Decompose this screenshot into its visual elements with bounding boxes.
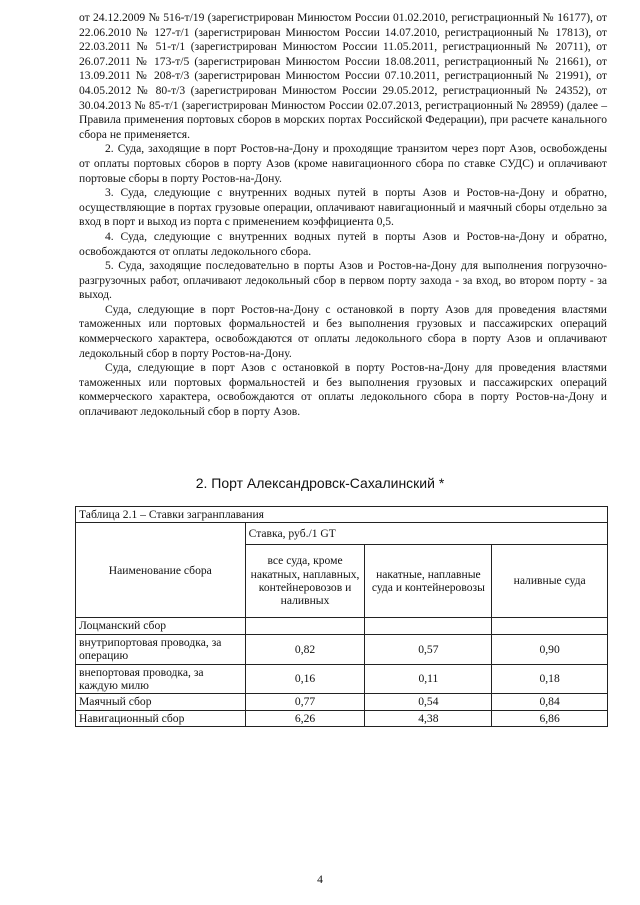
paragraph-item-2: 2. Суда, заходящие в порт Ростов-на-Дону и проходящие транзитом через порт Азов, освобождены от оплаты портовых сборов в порту Азов (кроме навигационного сбора по ставке СУДС) и оплачивают портовые сборы в порту Ростов-на-Дону.	[79, 142, 607, 185]
row-value: 0,84	[492, 694, 608, 710]
row-value: 0,18	[492, 664, 608, 694]
body-text	[79, 11, 607, 420]
row-name: Лоцманский сбор	[76, 618, 246, 634]
table-row	[76, 710, 608, 726]
table-caption: Таблица 2.1 – Ставки загранплавания	[76, 507, 608, 523]
row-name: внутрипортовая проводка, за операцию	[76, 634, 246, 664]
row-name: Маячный сбор	[76, 694, 246, 710]
row-value: 0,16	[245, 664, 365, 694]
table-row	[76, 694, 608, 710]
paragraph-azov-stop: Суда, следующие в порт Азов с остановкой в порту Ростов-на-Дону для проведения властями таможенных или портовых формальностей и без выполнения грузовых и пассажирских операций коммерческого характера, освобождаются от оплаты ледокольного сбора в порту Ростов-на-Дону и оплачивают ледокольный сбор в порту Азов.	[79, 361, 607, 419]
table-row	[76, 618, 608, 634]
paragraph-item-5: 5. Суда, заходящие последовательно в порты Азов и Ростов-на-Дону для выполнения погрузочно-разгрузочных работ, оплачивают ледокольный сбор в первом порту захода - за вход, во втором порту - за выход.	[79, 259, 607, 302]
paragraph-rostov-stop: Суда, следующие в порт Ростов-на-Дону с остановкой в порту Азов для проведения властями таможенных или портовых формальностей и без выполнения грузовых и пассажирских операций коммерческого характера, освобождаются от оплаты ледокольного сбора в порту Азов и оплачивают ледокольный сбор в порту Ростов-на-Дону.	[79, 302, 607, 360]
rate-header: Ставка, руб./1 GT	[245, 523, 607, 544]
paragraph-continuation: от 24.12.2009 № 516-т/19 (зарегистрирован Минюстом России 01.02.2010, регистрационный № 16177), от 22.06.2010 № 127-т/1 (зарегистрирован Минюстом России 14.07.2010, регистрационный № 17813), от 22.03.2011 № 51-т/1 (зарегистрирован Минюстом России 11.05.2011, регистрационный № 20711), от 26.07.2011 № 173-т/5 (зарегистрирован Минюстом России 18.08.2011, регистрационный № 21661), от 13.09.2011 № 208-т/3 (зарегистрирован Минюстом России 07.10.2011, регистрационный № 21991), от 04.05.2012 № 80-т/3 (зарегистрирован Минюстом России 29.05.2012, регистрационный № 24352), от 30.04.2013 № 85-т/1 (зарегистрирован Минюстом России 02.07.2013, регистрационный № 28959) (далее – Правила применения портовых сборов в морских портах Российской Федерации), при расчете канального сбора не применяется.	[79, 11, 607, 141]
section-title: 2. Порт Александровск-Сахалинский *	[195, 475, 445, 491]
table-row	[76, 664, 608, 694]
row-name: Навигационный сбор	[76, 710, 246, 726]
row-value: 0,82	[245, 634, 365, 664]
paragraph-item-4: 4. Суда, следующие с внутренних водных путей в порты Азов и Ростов-на-Дону и обратно, освобождаются от оплаты ледокольного сбора.	[79, 229, 607, 258]
column-header: наливные суда	[492, 544, 608, 618]
column-header: накатные, наплавные суда и контейнеровозы	[365, 544, 492, 618]
row-name: внепортовая проводка, за каждую милю	[76, 664, 246, 694]
row-value: 0,57	[365, 634, 492, 664]
rates-table	[75, 506, 608, 727]
row-value: 6,86	[492, 710, 608, 726]
paragraph-item-3: 3. Суда, следующие с внутренних водных путей в порты Азов и Ростов-на-Дону и обратно, осуществляющие в портах грузовые операции, оплачивают навигационный и маячный сборы отдельно за вход в порт и выход из порта с применением коэффициента 0,5.	[79, 186, 607, 229]
table-header-row	[76, 523, 608, 544]
row-value	[245, 618, 365, 634]
column-header: все суда, кроме накатных, наплавных, контейнеровозов и наливных	[245, 544, 365, 618]
row-value: 0,54	[365, 694, 492, 710]
row-value	[492, 618, 608, 634]
page-number: 4	[317, 873, 323, 886]
row-value: 4,38	[365, 710, 492, 726]
row-value: 0,77	[245, 694, 365, 710]
table-caption-row	[76, 507, 608, 523]
name-column-header: Наименование сбора	[76, 523, 246, 618]
row-value	[365, 618, 492, 634]
row-value: 6,26	[245, 710, 365, 726]
row-value: 0,90	[492, 634, 608, 664]
row-value: 0,11	[365, 664, 492, 694]
table-row	[76, 634, 608, 664]
